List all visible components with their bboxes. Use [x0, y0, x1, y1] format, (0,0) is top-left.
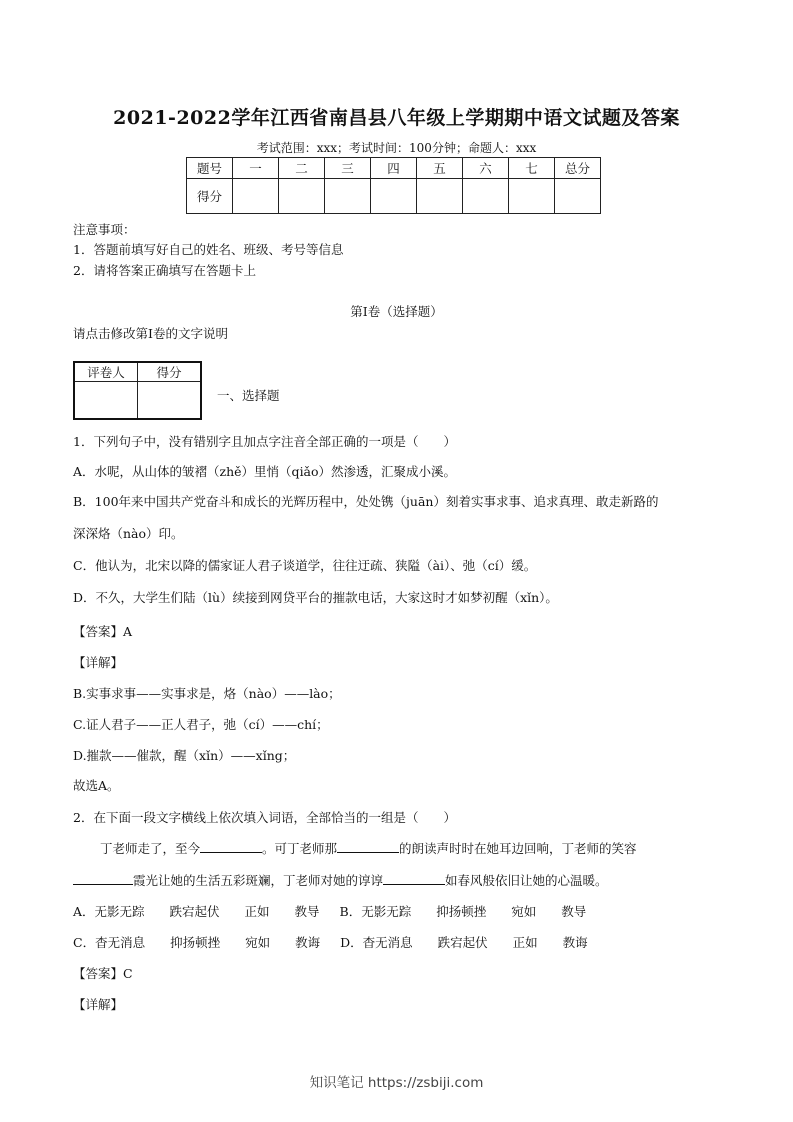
score-table-score-row	[187, 179, 601, 214]
score-header-cell: 一	[233, 158, 279, 179]
grader-header-row	[74, 362, 201, 382]
question-2-detail-heading: 【详解】	[73, 997, 124, 1012]
score-cell[interactable]	[279, 179, 325, 214]
grader-table	[73, 361, 202, 420]
score-row-label: 得分	[187, 179, 233, 214]
question-2-option-a: A．无影无踪 跌宕起伏 正如 教导	[73, 904, 320, 919]
score-cell[interactable]	[371, 179, 417, 214]
question-1-conclusion: 故选A。	[73, 778, 120, 793]
grader-header-cell: 得分	[138, 362, 202, 382]
question-1-explanation: D.摧款——催款，醒（xǐn）——xǐng；	[73, 748, 296, 763]
question-2-options-row-2	[73, 933, 588, 951]
score-cell[interactable]	[509, 179, 555, 214]
score-header-cell: 总分	[555, 158, 601, 179]
passage-text: 的朗读声时时在她耳边回响，丁老师的笑容	[399, 841, 637, 856]
passage-text: 如春风般依旧让她的心温暖。	[445, 873, 608, 888]
score-cell[interactable]	[463, 179, 509, 214]
score-table-header-row	[187, 158, 601, 179]
score-cell[interactable]	[325, 179, 371, 214]
section-title: 第I卷（选择题）	[350, 304, 443, 319]
grader-cell[interactable]	[138, 382, 202, 420]
question-2-option-d: D．杳无消息 跌宕起伏 正如 教诲	[340, 935, 588, 950]
score-header-cell: 五	[417, 158, 463, 179]
question-1-option-b-cont: 深深烙（nào）印。	[73, 526, 184, 541]
question-2-option-b: B．无影无踪 抑扬顿挫 宛如 教导	[339, 904, 587, 919]
question-2-passage-line-1	[100, 839, 637, 857]
section-description: 请点击修改第I卷的文字说明	[73, 326, 228, 341]
question-1-answer: 【答案】A	[73, 624, 133, 639]
question-2-option-c: C．杳无消息 抑扬顿挫 宛如 教诲	[73, 935, 321, 950]
question-1-detail-heading: 【详解】	[73, 655, 124, 670]
score-header-cell: 四	[371, 158, 417, 179]
footer-watermark: 知识笔记 https://zsbiji.com	[309, 1075, 484, 1091]
notes-item: 1．答题前填写好自己的姓名、班级、考号等信息	[73, 242, 344, 257]
score-header-cell: 六	[463, 158, 509, 179]
question-1-option-b: B．100年来中国共产党奋斗和成长的光辉历程中，处处镌（juān）刻着实事求事、追求真理、敢走新路的	[73, 494, 659, 509]
part-label: 一、选择题	[217, 388, 280, 403]
grader-cell[interactable]	[74, 382, 138, 420]
score-header-cell: 题号	[187, 158, 233, 179]
question-1-option-c: C．他认为，北宋以降的儒家证人君子谈道学，往往迂疏、狭隘（ài）、弛（cí）缓。	[73, 558, 537, 573]
question-2-passage-line-2	[73, 871, 608, 889]
question-1-stem: 1．下列句子中，没有错别字且加点字注音全部正确的一项是（ ）	[73, 434, 456, 449]
grader-entry-row	[74, 382, 201, 420]
passage-text: 丁老师走了，至今	[100, 841, 201, 856]
score-cell[interactable]	[233, 179, 279, 214]
question-2-stem: 2．在下面一段文字横线上依次填入词语，全部恰当的一组是（ ）	[73, 810, 456, 825]
question-2-answer: 【答案】C	[73, 966, 133, 981]
passage-text: 霞光让她的生活五彩斑斓，丁老师对她的谆谆	[133, 873, 384, 888]
fill-blank[interactable]	[200, 840, 262, 853]
question-2-options-row-1	[73, 902, 586, 920]
score-table	[186, 157, 601, 214]
notes-heading: 注意事项：	[73, 222, 136, 237]
score-header-cell: 二	[279, 158, 325, 179]
score-header-cell: 三	[325, 158, 371, 179]
passage-text: 。可丁老师那	[262, 841, 338, 856]
question-1-explanation: C.证人君子——正人君子，弛（cí）——chí；	[73, 717, 329, 732]
question-1-option-a: A．水呢，从山体的皱褶（zhě）里悄（qiǎo）然渗透，汇聚成小溪。	[73, 464, 457, 479]
score-cell[interactable]	[417, 179, 463, 214]
notes-item: 2．请将答案正确填写在答题卡上	[73, 263, 256, 278]
question-1-option-d: D．不久，大学生们陆（lù）续接到网贷平台的摧款电话，大家这时才如梦初醒（xǐn）。	[73, 590, 558, 605]
fill-blank[interactable]	[383, 872, 445, 885]
question-1-explanation: B.实事求事——实事求是，烙（nào）——lào；	[73, 686, 341, 701]
fill-blank[interactable]	[73, 872, 133, 885]
exam-meta: 考试范围：xxx；考试时间：100分钟；命题人：xxx	[256, 141, 537, 155]
score-cell[interactable]	[555, 179, 601, 214]
page-title: 2021-2022学年江西省南昌县八年级上学期期中语文试题及答案	[113, 107, 680, 129]
score-header-cell: 七	[509, 158, 555, 179]
fill-blank[interactable]	[337, 840, 399, 853]
grader-header-cell: 评卷人	[74, 362, 138, 382]
